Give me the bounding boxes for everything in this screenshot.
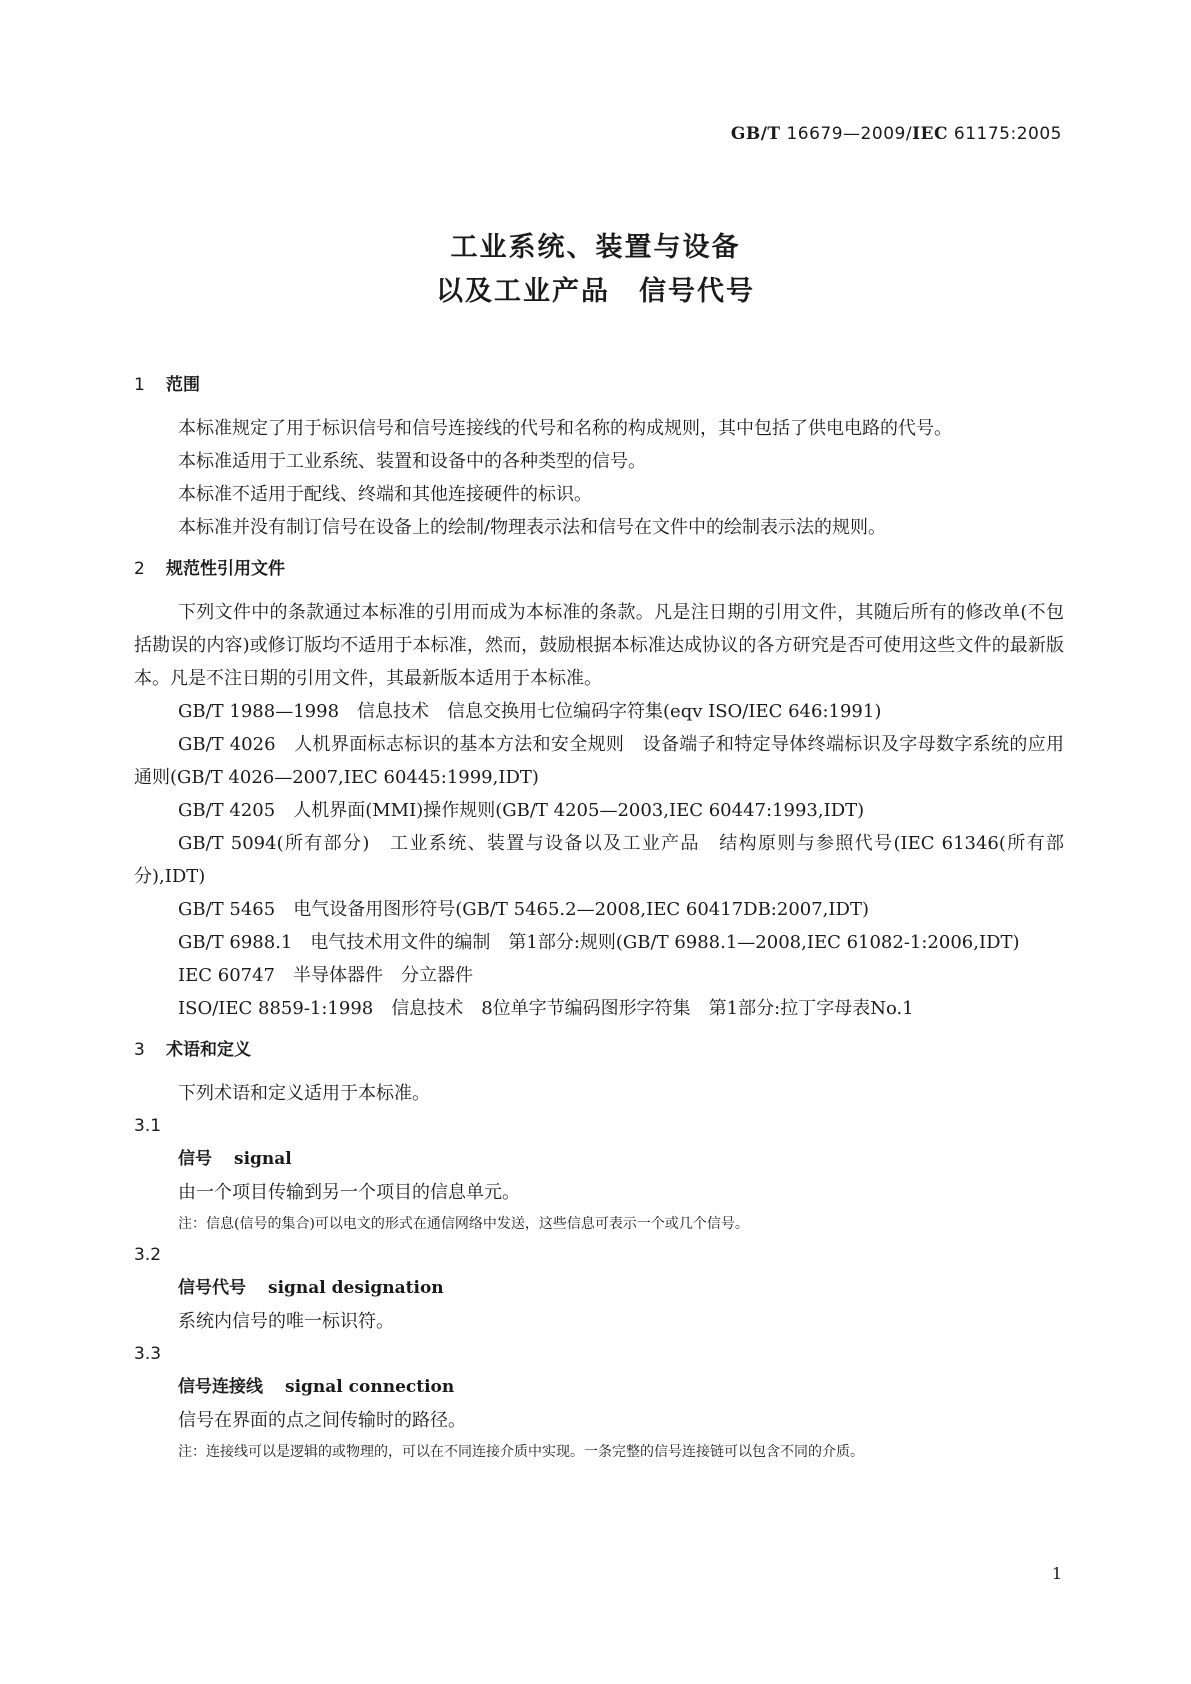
section-heading-scope bbox=[134, 370, 1064, 400]
reference-item: GB/T 4026 人机界面标志标识的基本方法和安全规则 设备端子和特定导体终端标识及字母数字系统的应用通则(GB/T 4026—2007,IEC 60445:1999,IDT) bbox=[134, 734, 1064, 788]
std-code-number: 16679—2009/ bbox=[780, 124, 913, 144]
term-definition: 系统内信号的唯一标识符。 bbox=[178, 1311, 394, 1332]
term-heading bbox=[134, 1371, 1064, 1404]
clause-number: 3.2 bbox=[134, 1245, 162, 1265]
paragraph: 下列术语和定义适用于本标准。 bbox=[178, 1083, 430, 1104]
term-chinese: 信号 bbox=[178, 1149, 212, 1169]
term-chinese: 信号代号 bbox=[178, 1278, 246, 1298]
section-title: 规范性引用文件 bbox=[166, 559, 285, 579]
page-number: 1 bbox=[1051, 1564, 1062, 1583]
title-line-2: 以及工业产品 信号代号 bbox=[436, 276, 755, 307]
term-entry bbox=[134, 1338, 1064, 1467]
std-code-prefix: GB/T bbox=[730, 124, 781, 144]
standard-code bbox=[731, 124, 1062, 144]
paragraph: 本标准规定了用于标识信号和信号连接线的代号和名称的构成规则，其中包括了供电电路的代号。 bbox=[178, 418, 952, 439]
clause-number: 3.1 bbox=[134, 1116, 162, 1136]
term-entry bbox=[134, 1239, 1064, 1338]
section-number: 2 bbox=[134, 559, 145, 579]
paragraph: 下列文件中的条款通过本标准的引用而成为本标准的条款。凡是注日期的引用文件，其随后所有的修改单(不包括勘误的内容)或修订版均不适用于本标准，然而，鼓励根据本标准达成协议的各方研究是否可使用这些文件的最新版本。凡是不注日期的引用文件，其最新版本适用于本标准。 bbox=[134, 602, 1064, 689]
term-definition: 信号在界面的点之间传输时的路径。 bbox=[178, 1410, 466, 1431]
section-number: 1 bbox=[134, 375, 145, 395]
document-title bbox=[0, 226, 1191, 314]
reference-item: GB/T 6988.1 电气技术用文件的编制 第1部分:规则(GB/T 6988.1—2008,IEC 61082-1:2006,IDT) bbox=[178, 932, 1020, 953]
iec-number: 61175:2005 bbox=[948, 124, 1062, 144]
paragraph: 本标准适用于工业系统、装置和设备中的各种类型的信号。 bbox=[178, 451, 646, 472]
term-english: signal bbox=[234, 1149, 292, 1169]
term-note: 注：连接线可以是逻辑的或物理的，可以在不同连接介质中实现。一条完整的信号连接链可以包含不同的介质。 bbox=[178, 1444, 864, 1460]
section-number: 3 bbox=[134, 1040, 145, 1060]
iec-prefix: IEC bbox=[912, 124, 949, 144]
term-heading bbox=[134, 1272, 1064, 1305]
reference-item: GB/T 4205 人机界面(MMI)操作规则(GB/T 4205—2003,IEC 60447:1993,IDT) bbox=[178, 800, 865, 821]
section-title: 术语和定义 bbox=[166, 1040, 251, 1060]
reference-item: IEC 60747 半导体器件 分立器件 bbox=[178, 965, 474, 986]
document-body bbox=[134, 370, 1064, 1467]
term-chinese: 信号连接线 bbox=[178, 1377, 263, 1397]
term-entry bbox=[134, 1110, 1064, 1239]
title-line-1: 工业系统、装置与设备 bbox=[450, 232, 741, 263]
section-heading-terms-definitions bbox=[134, 1035, 1064, 1065]
reference-item: GB/T 5465 电气设备用图形符号(GB/T 5465.2—2008,IEC 60417DB:2007,IDT) bbox=[178, 899, 869, 920]
term-note: 注：信息(信号的集合)可以电文的形式在通信网络中发送，这些信息可表示一个或几个信号。 bbox=[178, 1216, 749, 1232]
section-title: 范围 bbox=[166, 375, 200, 395]
reference-item: GB/T 1988—1998 信息技术 信息交换用七位编码字符集(eqv ISO/IEC 646:1991) bbox=[178, 701, 882, 722]
term-english: signal designation bbox=[268, 1278, 444, 1298]
term-english: signal connection bbox=[285, 1377, 455, 1397]
term-heading bbox=[134, 1143, 1064, 1176]
paragraph: 本标准不适用于配线、终端和其他连接硬件的标识。 bbox=[178, 484, 592, 505]
paragraph: 本标准并没有制订信号在设备上的绘制/物理表示法和信号在文件中的绘制表示法的规则。 bbox=[178, 517, 887, 538]
reference-item: ISO/IEC 8859-1:1998 信息技术 8位单字节编码图形字符集 第1部分:拉丁字母表No.1 bbox=[178, 998, 914, 1019]
term-definition: 由一个项目传输到另一个项目的信息单元。 bbox=[178, 1182, 520, 1203]
section-heading-normative-references bbox=[134, 554, 1064, 584]
clause-number: 3.3 bbox=[134, 1344, 162, 1364]
reference-item: GB/T 5094(所有部分) 工业系统、装置与设备以及工业产品 结构原则与参照代号(IEC 61346(所有部分),IDT) bbox=[134, 833, 1064, 887]
